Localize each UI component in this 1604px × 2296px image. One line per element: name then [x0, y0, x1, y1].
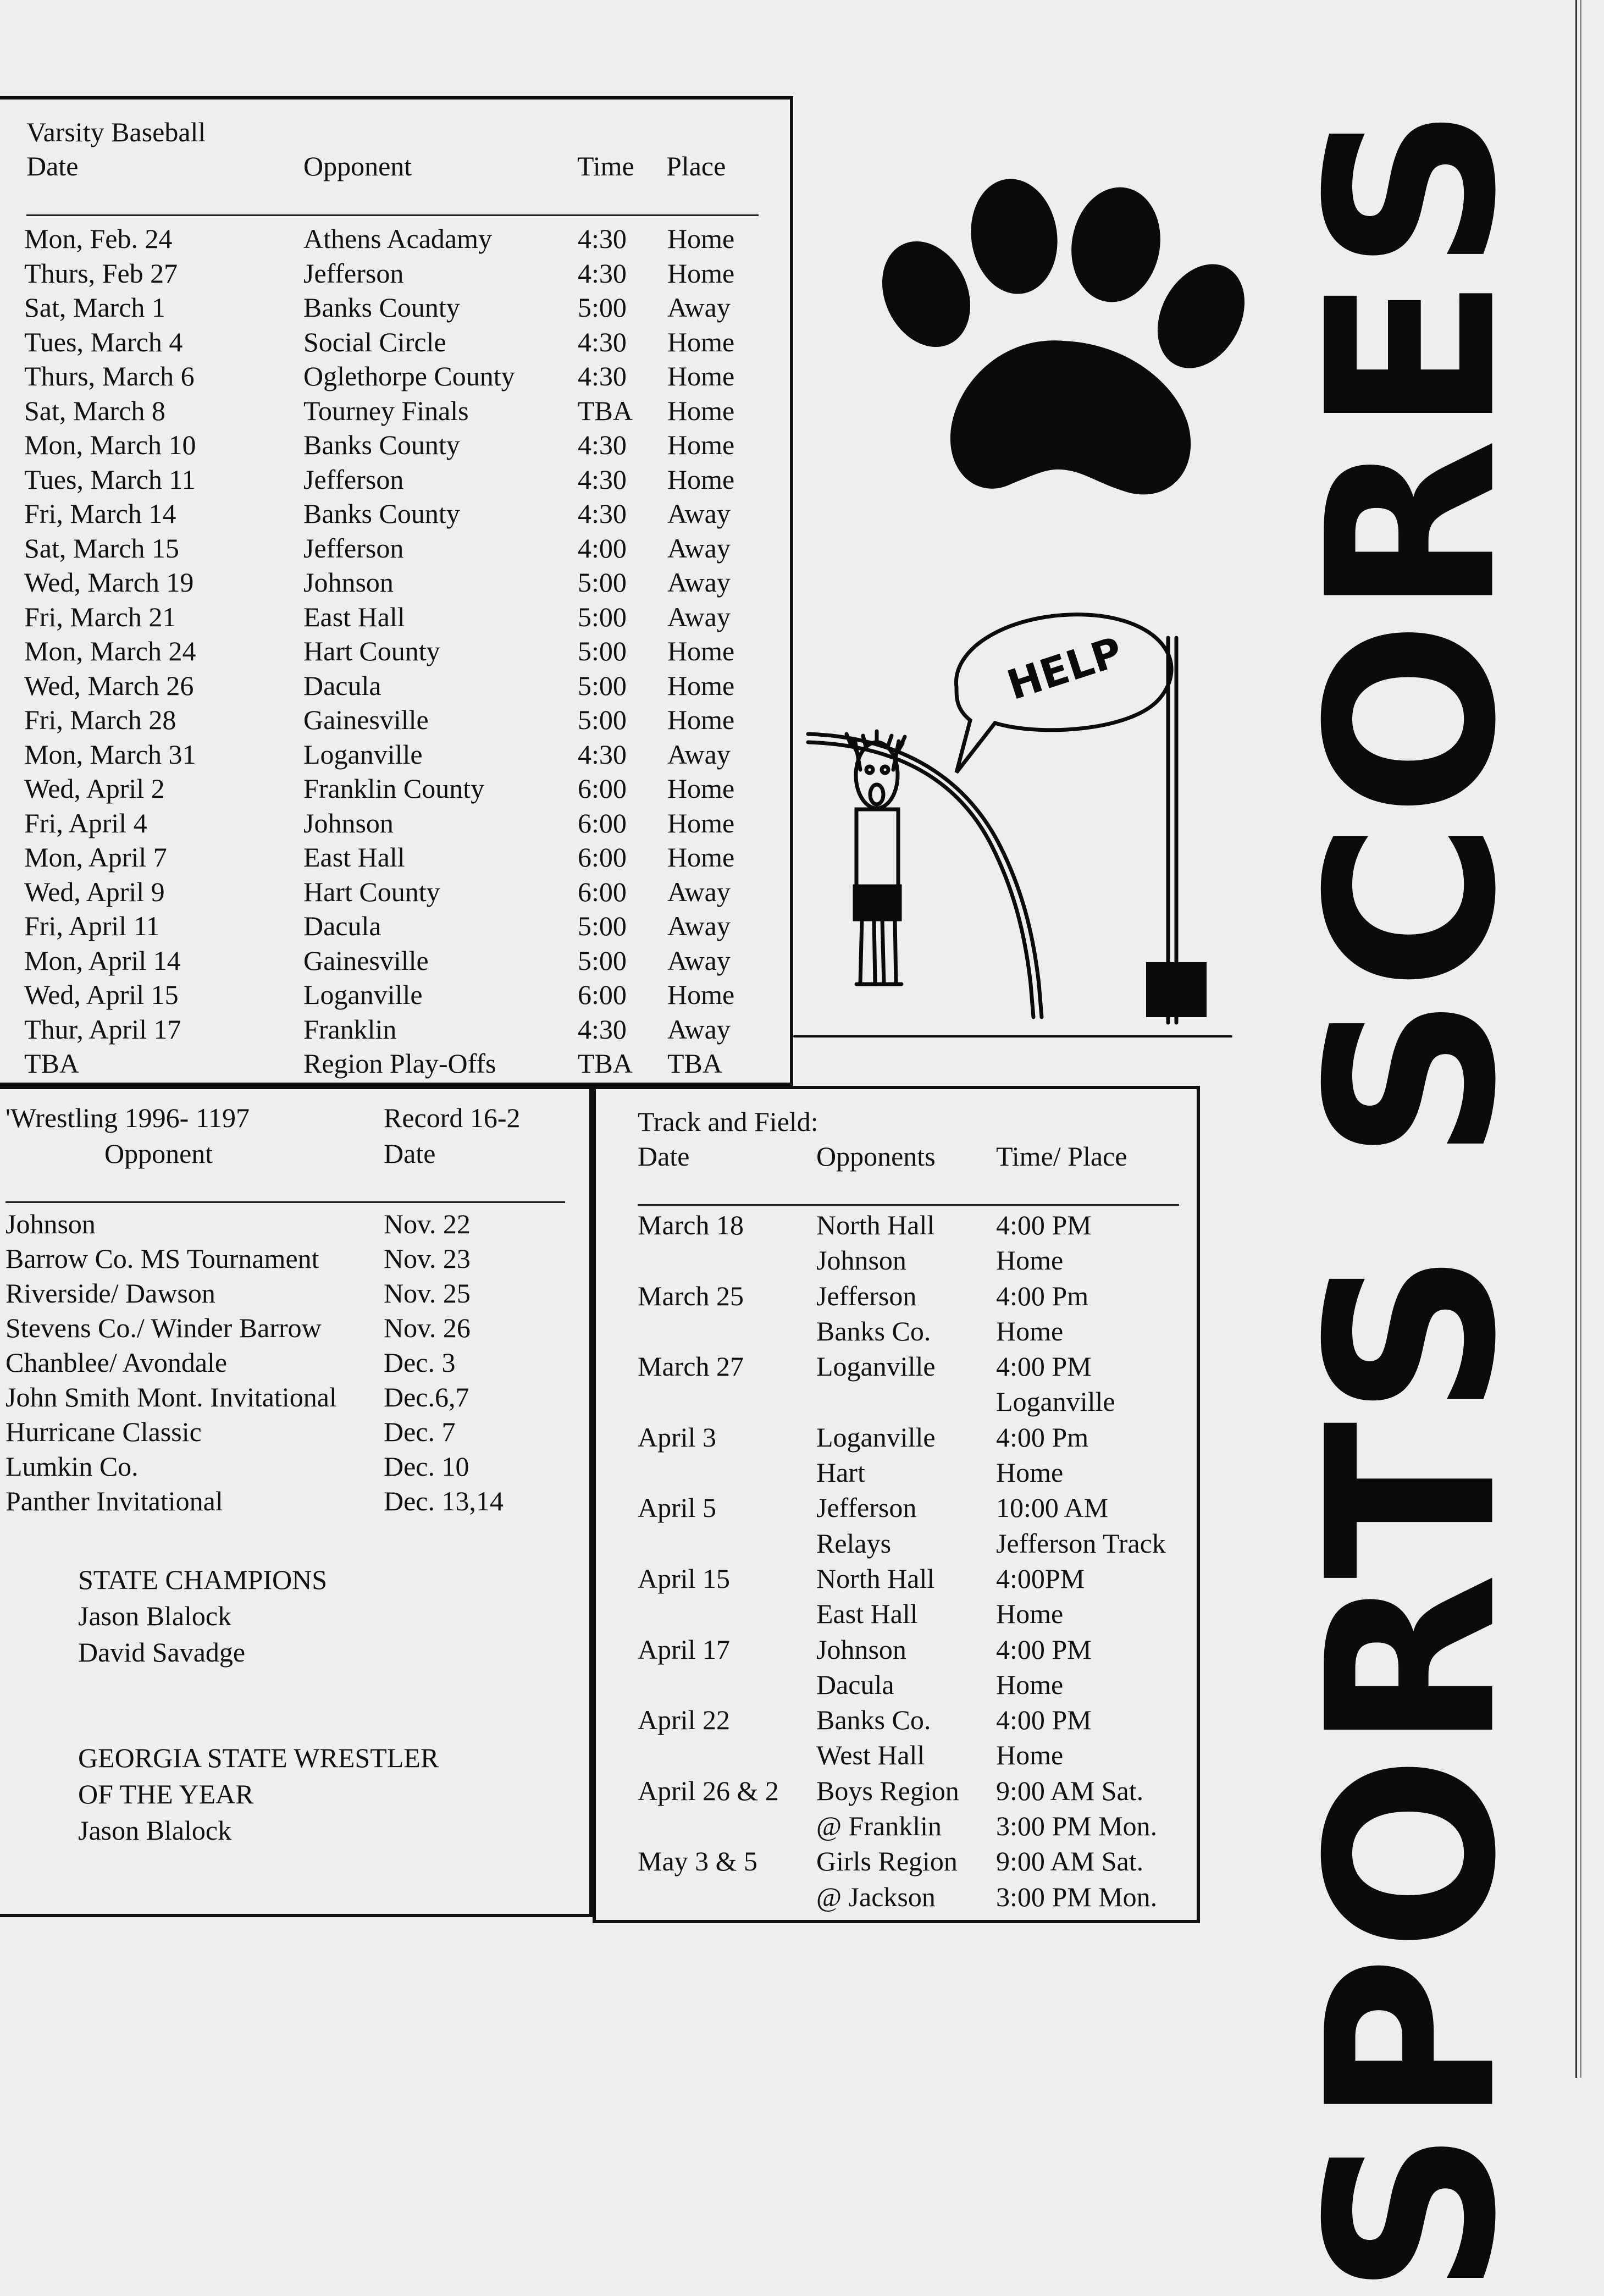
meet-date: March 25 [638, 1280, 744, 1311]
meet-time-place: 4:00PM [996, 1563, 1085, 1594]
meet-opponent: East Hall [816, 1598, 918, 1630]
meet-opponent: Jefferson [816, 1280, 917, 1311]
game-place: Home [667, 636, 735, 666]
game-time: 4:30 [578, 498, 627, 529]
match-date: Dec. 10 [384, 1451, 469, 1482]
game-date: Wed, April 2 [24, 773, 165, 804]
wrestler-of-year-name: Jason Blalock [78, 1815, 232, 1846]
game-place: Away [667, 945, 731, 976]
match-opponent: Riverside/ Dawson [5, 1278, 215, 1309]
meet-opponent: Girls Region [816, 1846, 958, 1877]
match-opponent: Panther Invitational [5, 1486, 223, 1516]
game-date: Wed, April 9 [24, 876, 165, 907]
meet-date: April 15 [638, 1563, 731, 1594]
game-time: TBA [578, 1048, 633, 1079]
game-opponent: Hart County [303, 876, 440, 907]
game-time: 4:30 [578, 1013, 627, 1045]
game-opponent: Dacula [303, 670, 381, 701]
game-place: Away [667, 292, 731, 323]
match-date: Nov. 26 [384, 1312, 471, 1343]
game-place: Away [667, 601, 731, 632]
match-date: Nov. 25 [384, 1278, 471, 1309]
game-opponent: Franklin County [303, 773, 485, 804]
match-date: Nov. 23 [384, 1243, 471, 1274]
baseball-header-rule [26, 214, 759, 216]
wrestling-header-opponent: Opponent [104, 1138, 213, 1169]
meet-time-place: 4:00 PM [996, 1633, 1092, 1665]
baseball-heading: Varsity Baseball [26, 117, 206, 147]
meet-time-place: 4:00 PM [996, 1704, 1092, 1736]
meet-opponent: Loganville [816, 1421, 936, 1453]
game-time: 4:30 [578, 257, 627, 289]
game-place: Home [667, 704, 735, 735]
meet-opponent: Johnson [816, 1633, 906, 1665]
game-date: Mon, March 31 [24, 738, 196, 770]
meet-date: April 26 & 2 [638, 1775, 779, 1806]
meet-opponent: Loganville [816, 1351, 936, 1382]
meet-time-place: Home [996, 1598, 1064, 1630]
game-opponent: Region Play-Offs [303, 1048, 496, 1079]
match-opponent: Lumkin Co. [5, 1451, 139, 1482]
meet-date: April 22 [638, 1704, 731, 1736]
game-opponent: Franklin [303, 1013, 397, 1045]
meet-time-place: Home [996, 1457, 1064, 1488]
meet-opponent: Banks Co. [816, 1315, 931, 1346]
wrestler-of-year-line2: OF THE YEAR [78, 1779, 254, 1809]
game-place: Home [667, 395, 735, 426]
game-time: 4:30 [578, 463, 627, 495]
game-place: Home [667, 429, 735, 460]
meet-date: March 27 [638, 1351, 744, 1382]
game-date: Fri, March 14 [24, 498, 176, 529]
game-date: Mon, March 24 [24, 636, 196, 666]
track-header-rule [638, 1204, 1179, 1206]
game-time: 5:00 [578, 945, 627, 976]
match-opponent: Chanblee/ Avondale [5, 1347, 228, 1378]
meet-time-place: 4:00 PM [996, 1210, 1092, 1240]
game-time: 4:30 [578, 326, 627, 357]
game-date: Fri, March 28 [24, 704, 176, 735]
meet-opponent: North Hall [816, 1210, 935, 1240]
game-time: 5:00 [578, 292, 627, 323]
game-opponent: Dacula [303, 910, 381, 941]
game-place: Home [667, 326, 735, 357]
game-time: 4:30 [578, 361, 627, 391]
game-place: Away [667, 738, 731, 770]
meet-time-place: 3:00 PM Mon. [996, 1811, 1158, 1842]
pole-vault-drawing [792, 605, 1248, 1045]
meet-date: April 17 [638, 1633, 731, 1665]
game-place: Home [667, 807, 735, 838]
game-place: Away [667, 1013, 731, 1045]
game-place: Home [667, 773, 735, 804]
game-opponent: Banks County [303, 429, 460, 460]
meet-opponent: Relays [816, 1527, 892, 1559]
meet-time-place: 3:00 PM Mon. [996, 1881, 1158, 1912]
game-place: Away [667, 910, 731, 941]
game-time: TBA [578, 395, 633, 426]
meet-time-place: 4:00 PM [996, 1351, 1092, 1382]
track-header-date: Date [638, 1141, 690, 1172]
track-heading: Track and Field: [638, 1106, 818, 1137]
baseball-header-place: Place [666, 151, 726, 181]
wrestling-record: Record 16-2 [384, 1102, 521, 1133]
game-opponent: Oglethorpe County [303, 361, 515, 391]
game-date: Fri, March 21 [24, 601, 176, 632]
meet-opponent: Banks Co. [816, 1704, 931, 1736]
game-time: 5:00 [578, 636, 627, 666]
game-time: 6:00 [578, 876, 627, 907]
wrestler-of-year-line1: GEORGIA STATE WRESTLER [78, 1742, 439, 1773]
game-opponent: Gainesville [303, 704, 429, 735]
meet-date: April 3 [638, 1421, 717, 1453]
state-champions-heading: STATE CHAMPIONS [78, 1564, 328, 1595]
meet-time-place: Home [996, 1315, 1064, 1346]
game-date: Sat, March 1 [24, 292, 165, 323]
game-time: 5:00 [578, 601, 627, 632]
game-place: Home [667, 979, 735, 1010]
game-time: 6:00 [578, 773, 627, 804]
meet-opponent: Boys Region [816, 1775, 959, 1806]
match-opponent: Hurricane Classic [5, 1416, 202, 1447]
match-opponent: Stevens Co./ Winder Barrow [5, 1312, 322, 1343]
game-opponent: Jefferson [303, 532, 404, 564]
game-time: 5:00 [578, 567, 627, 598]
help-bubble-text: HELP [1002, 628, 1129, 710]
game-opponent: Banks County [303, 498, 460, 529]
game-place: Away [667, 876, 731, 907]
game-time: 4:30 [578, 223, 627, 254]
meet-time-place: Home [996, 1740, 1064, 1771]
meet-date: March 18 [638, 1210, 744, 1240]
game-date: Mon, April 14 [24, 945, 181, 976]
baseball-header-date: Date [26, 151, 79, 181]
game-opponent: Jefferson [303, 257, 404, 289]
game-opponent: East Hall [303, 842, 405, 873]
track-header-time-place: Time/ Place [996, 1141, 1127, 1172]
meet-opponent: Dacula [816, 1669, 894, 1700]
game-time: 6:00 [578, 807, 627, 838]
match-date: Dec. 7 [384, 1416, 456, 1447]
game-place: Home [667, 842, 735, 873]
game-time: 4:30 [578, 429, 627, 460]
game-place: Away [667, 532, 731, 564]
game-time: 6:00 [578, 979, 627, 1010]
game-time: 5:00 [578, 670, 627, 701]
game-opponent: Banks County [303, 292, 460, 323]
game-opponent: Jefferson [303, 463, 404, 495]
champion-name: Jason Blalock [78, 1600, 232, 1631]
meet-opponent: Hart [816, 1457, 865, 1488]
game-time: 4:30 [578, 738, 627, 770]
game-place: Home [667, 670, 735, 701]
game-opponent: East Hall [303, 601, 405, 632]
game-date: Wed, March 26 [24, 670, 194, 701]
meet-time-place: Jefferson Track [996, 1527, 1166, 1559]
game-date: Thurs, March 6 [24, 361, 195, 391]
meet-time-place: Home [996, 1245, 1064, 1276]
game-opponent: Loganville [303, 979, 423, 1010]
game-time: 4:00 [578, 532, 627, 564]
meet-time-place: Home [996, 1669, 1064, 1700]
meet-opponent: North Hall [816, 1563, 935, 1594]
match-opponent: John Smith Mont. Invitational [5, 1382, 337, 1412]
match-date: Dec. 13,14 [384, 1486, 504, 1516]
game-time: 5:00 [578, 704, 627, 735]
game-opponent: Athens Acadamy [303, 223, 492, 254]
paw-print-icon [874, 176, 1259, 528]
game-date: Mon, April 7 [24, 842, 167, 873]
game-place: Home [667, 257, 735, 289]
meet-date: April 5 [638, 1492, 717, 1524]
game-date: Sat, March 8 [24, 395, 165, 426]
game-time: 6:00 [578, 842, 627, 873]
game-date: Wed, April 15 [24, 979, 179, 1010]
match-opponent: Johnson [5, 1208, 96, 1239]
game-opponent: Tourney Finals [303, 395, 469, 426]
game-place: Away [667, 498, 731, 529]
game-date: TBA [24, 1048, 79, 1079]
game-time: 5:00 [578, 910, 627, 941]
track-header-opponents: Opponents [816, 1141, 936, 1172]
game-opponent: Johnson [303, 567, 394, 598]
game-date: Sat, March 15 [24, 532, 179, 564]
game-date: Fri, April 4 [24, 807, 147, 838]
game-date: Mon, March 10 [24, 429, 196, 460]
meet-opponent: Jefferson [816, 1492, 917, 1524]
meet-time-place: 4:00 Pm [996, 1280, 1089, 1311]
meet-opponent: West Hall [816, 1740, 925, 1771]
game-opponent: Gainesville [303, 945, 429, 976]
game-opponent: Loganville [303, 738, 423, 770]
game-opponent: Social Circle [303, 326, 446, 357]
meet-opponent: @ Franklin [816, 1811, 942, 1842]
game-opponent: Johnson [303, 807, 394, 838]
meet-opponent: Johnson [816, 1245, 906, 1276]
game-date: Tues, March 4 [24, 326, 183, 357]
game-date: Thurs, Feb 27 [24, 257, 178, 289]
meet-time-place: 9:00 AM Sat. [996, 1775, 1144, 1806]
page-edge-line [1575, 0, 1577, 2078]
game-opponent: Hart County [303, 636, 440, 666]
baseball-header-time: Time [577, 151, 634, 181]
game-place: Home [667, 361, 735, 391]
page-edge-line [1580, 0, 1581, 2078]
meet-time-place: 10:00 AM [996, 1492, 1109, 1524]
game-place: Away [667, 567, 731, 598]
match-date: Dec.6,7 [384, 1382, 469, 1412]
match-date: Dec. 3 [384, 1347, 456, 1378]
game-place: Home [667, 463, 735, 495]
game-date: Fri, April 11 [24, 910, 160, 941]
game-date: Tues, March 11 [24, 463, 196, 495]
match-opponent: Barrow Co. MS Tournament [5, 1243, 319, 1274]
champion-name: David Savadge [78, 1637, 246, 1668]
meet-time-place: 9:00 AM Sat. [996, 1846, 1144, 1877]
meet-opponent: @ Jackson [816, 1881, 936, 1912]
wrestling-heading: 'Wrestling 1996- 1197 [5, 1102, 250, 1133]
meet-time-place: 4:00 Pm [996, 1421, 1089, 1453]
game-date: Thur, April 17 [24, 1013, 181, 1045]
game-place: TBA [667, 1048, 722, 1079]
sports-scores-title: SPORTS SCORES [1278, 101, 1547, 2296]
wrestling-header-date: Date [384, 1138, 436, 1169]
game-date: Wed, March 19 [24, 567, 194, 598]
wrestling-header-rule [5, 1201, 565, 1203]
game-date: Mon, Feb. 24 [24, 223, 173, 254]
meet-date: May 3 & 5 [638, 1846, 758, 1877]
baseball-header-opponent: Opponent [303, 151, 412, 181]
game-place: Home [667, 223, 735, 254]
match-date: Nov. 22 [384, 1208, 471, 1239]
meet-time-place: Loganville [996, 1386, 1115, 1417]
